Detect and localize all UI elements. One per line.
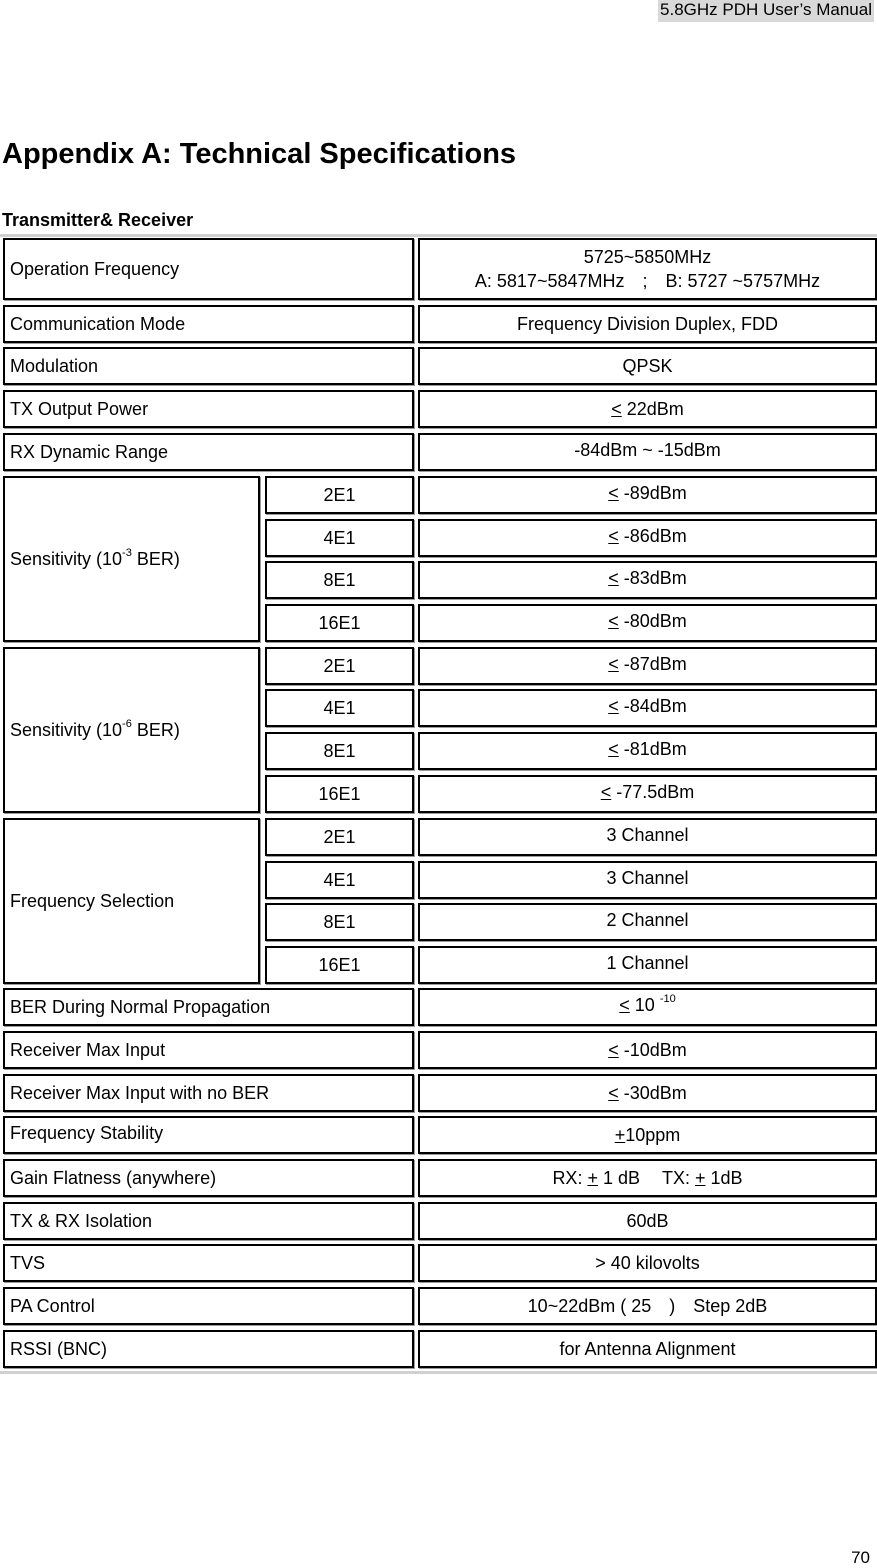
spec-value-ber-normal: < 10 $^{-10}$	[418, 988, 877, 1026]
table-top-rule	[0, 234, 877, 237]
channel-count: 2 Channel	[418, 903, 877, 941]
spec-label-gain-flatness: Gain Flatness (anywhere)	[3, 1159, 414, 1197]
spec-value-rssi: for Antenna Alignment	[418, 1330, 877, 1368]
mode-8e1: 8E1	[265, 561, 414, 599]
sensitivity-value: < -87dBm	[418, 647, 877, 685]
mode-8e1: 8E1	[265, 732, 414, 770]
section-title: Transmitter& Receiver	[2, 210, 194, 230]
spec-label-pa-control: PA Control	[3, 1287, 414, 1325]
spec-label-sensitivity-1e-6: Sensitivity ($10^{-6}$ BER)	[3, 647, 260, 813]
spec-value-receiver-max-input-no-ber: < -30dBm	[418, 1074, 877, 1112]
spec-label-frequency-stability: Frequency Stability	[3, 1116, 414, 1154]
spec-label-tvs: TVS	[3, 1244, 414, 1282]
sensitivity-value: < -81dBm	[418, 732, 877, 770]
frequency-range: 5725~5850MHz	[583, 247, 712, 267]
spec-value-receiver-max-input: < -10dBm	[418, 1031, 877, 1069]
spec-value-frequency-stability: +10ppm	[418, 1116, 877, 1154]
sensitivity-value: < -80dBm	[418, 604, 877, 642]
spec-label-frequency-selection: Frequency Selection	[3, 818, 260, 984]
mode-4e1: 4E1	[265, 689, 414, 727]
mode-16e1: 16E1	[265, 604, 414, 642]
spec-label-rx-dynamic-range: RX Dynamic Range	[3, 433, 414, 471]
spec-label-receiver-max-input-no-ber: Receiver Max Input with no BER	[3, 1074, 414, 1112]
spec-value-communication-mode: Frequency Division Duplex, FDD	[418, 305, 877, 343]
page-title: Appendix A: Technical Specifications	[2, 138, 517, 170]
spec-value-isolation: 60dB	[418, 1202, 877, 1240]
sensitivity-value: < -83dBm	[418, 561, 877, 599]
mode-4e1: 4E1	[265, 519, 414, 557]
sensitivity-value: < -86dBm	[418, 519, 877, 557]
spec-label-sensitivity-1e-3: Sensitivity ($10^{-3}$ BER)	[3, 476, 260, 642]
spec-label-isolation: TX & RX Isolation	[3, 1202, 414, 1240]
page-number: 70	[851, 1548, 870, 1567]
mode-8e1: 8E1	[265, 903, 414, 941]
spec-label-operation-frequency: Operation Frequency	[3, 238, 414, 300]
running-header: 5.8GHz PDH User’s Manual	[658, 0, 874, 22]
channel-count: 3 Channel	[418, 861, 877, 899]
spec-value-rx-dynamic-range: -84dBm ~ -15dBm	[418, 433, 877, 471]
mode-2e1: 2E1	[265, 647, 414, 685]
mode-2e1: 2E1	[265, 818, 414, 856]
channel-count: 1 Channel	[418, 946, 877, 984]
spec-value-pa-control: 10~22dBm ( 25 ) Step 2dB	[418, 1287, 877, 1325]
spec-label-ber-normal: BER During Normal Propagation	[3, 988, 414, 1026]
spec-label-receiver-max-input: Receiver Max Input	[3, 1031, 414, 1069]
sensitivity-value: < -89dBm	[418, 476, 877, 514]
spec-label-modulation: Modulation	[3, 347, 414, 385]
spec-label-communication-mode: Communication Mode	[3, 305, 414, 343]
spec-value-gain-flatness: RX: + 1 dB TX: + 1dB	[418, 1159, 877, 1197]
mode-4e1: 4E1	[265, 861, 414, 899]
spec-label-rssi: RSSI (BNC)	[3, 1330, 414, 1368]
table-bottom-rule	[0, 1371, 877, 1374]
spec-value-modulation: QPSK	[418, 347, 877, 385]
spec-label-tx-output-power: TX Output Power	[3, 390, 414, 428]
frequency-subbands: A: 5817~5847MHz ; B: 5727 ~5757MHz	[474, 271, 821, 291]
sensitivity-value: < -84dBm	[418, 689, 877, 727]
mode-16e1: 16E1	[265, 775, 414, 813]
mode-16e1: 16E1	[265, 946, 414, 984]
spec-value-tx-output-power: < 22dBm	[418, 390, 877, 428]
mode-2e1: 2E1	[265, 476, 414, 514]
spec-value-tvs: > 40 kilovolts	[418, 1244, 877, 1282]
channel-count: 3 Channel	[418, 818, 877, 856]
sensitivity-value: < -77.5dBm	[418, 775, 877, 813]
spec-value-operation-frequency	[418, 238, 877, 300]
